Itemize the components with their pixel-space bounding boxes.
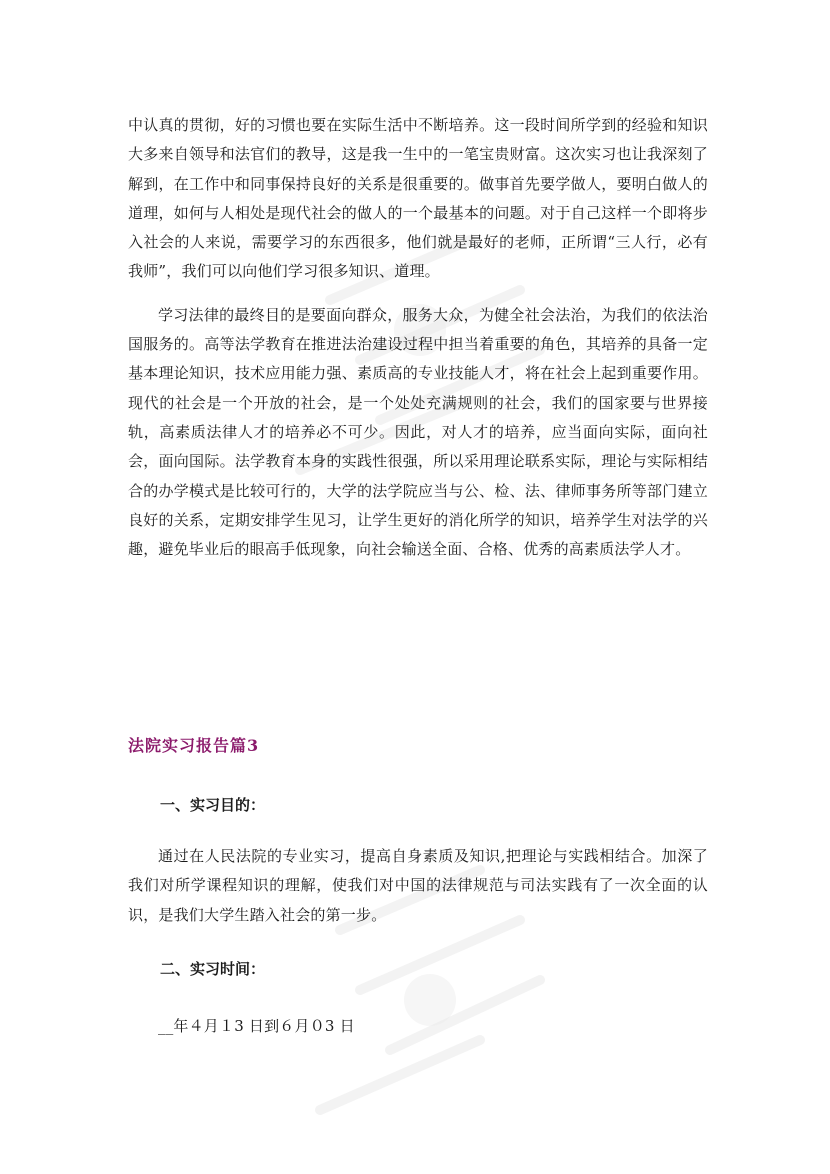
paragraph-time: __年４月１3 日到６月０3 日 [158, 1017, 355, 1035]
section-title: 法院实习报告篇3 [128, 736, 260, 755]
paragraph-legal-education: 学习法律的最终目的是要面向群众，服务大众，为健全社会法治，为我们的依法治国服务的。高等法学教育在推进法治建设过程中担当着重要的角色，其培养的具备一定基本理论知识，技术应用能力强、素质高的专业技能人才，将在社会上起到重要作用。现代的社会是一个开放的社会，是一个处处充满规则的社会，我们的国家要与世界接轨，高素质法律人才的培养必不可少。因此，对人才的培养，应当面向实际，面向社会，面向国际。法学教育本身的实践性很强，所以采用理论联系实际，理论与实际相结合的办学模式是比较可行的，大学的法学院应当与公、检、法、律师事务所等部门建立良好的关系，定期安排学生见习，让学生更好的消化所学的知识，培养学生对法学的兴趣，避免毕业后的眼高手低现象，向社会输送全面、合格、优秀的高素质法学人才。 [128, 305, 708, 559]
heading-internship-time: 二、实习时间： [160, 960, 266, 978]
paragraph-continuation: 中认真的贯彻，好的习惯也要在实际生活中不断培养。这一段时间所学到的经验和知识大多来自领导和法官们的教导，这是我一生中的一笔宝贵财富。这次实习也让我深刻了解到，在工作中和同事保持良好的关系是很重要的。做事首先要学做人，要明白做人的道理，如何与人相处是现代社会的做人的一个最基本的问题。对于自己这样一个即将步入社会的人来说，需要学习的东西很多，他们就是最好的老师，正所谓“三人行，必有我师”，我们可以向他们学习很多知识、道理。 [128, 116, 708, 281]
time-block [128, 1012, 708, 1041]
paragraph-purpose: 通过在人民法院的专业实习，提高自身素质及知识,把理论与实践相结合。加深了我们对所学课程知识的理解，使我们对中国的法律规范与司法实践有了一次全面的认识，是我们大学生踏入社会的第一步。 [128, 847, 708, 924]
body-content [128, 111, 708, 564]
purpose-block [128, 842, 708, 930]
heading-internship-purpose: 一、实习目的： [160, 796, 266, 814]
